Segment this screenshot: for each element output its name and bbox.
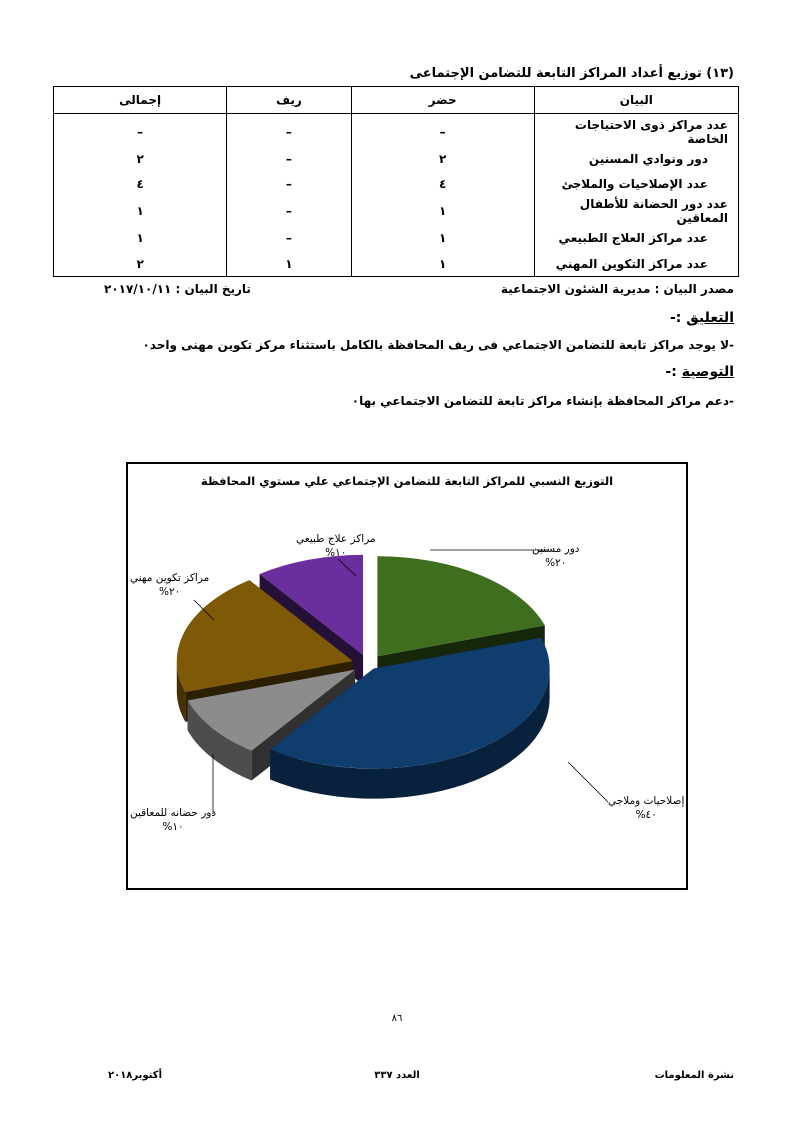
slice-label-nurseries — [130, 806, 216, 834]
slice-name: دور حضانه للمعاقين — [130, 807, 217, 819]
slice-percent: ١٠% — [325, 547, 347, 559]
cell-total: ٢ — [54, 251, 227, 277]
row-label: دور ونوادي المسنين — [534, 146, 738, 172]
comment-text: -لا يوجد مراكز تابعة للتضامن الاجتماعي فى ريف المحافظة بالكامل باستثناء مركز تكوين مهنى واحد٠ — [142, 338, 734, 352]
data-source: مصدر البيان : مديرية الشئون الاجتماعية — [500, 282, 734, 296]
row-label: عدد مراكز التكوين المهني — [534, 251, 738, 277]
table-row — [54, 114, 739, 147]
comment-heading — [670, 310, 734, 326]
cell-urban: ٢ — [351, 146, 534, 172]
slice-label-physiotherapy — [296, 532, 376, 560]
slice-percent: ١٠% — [162, 821, 184, 833]
footer-publication: نشرة المعلومات — [654, 1070, 734, 1081]
footer-date: أكتوبر٢٠١٨ — [108, 1070, 162, 1081]
cell-urban: ٤ — [351, 172, 534, 198]
row-label: عدد دور الحضانة للأطفال المعاقين — [534, 197, 738, 225]
slice-percent: ٢٠% — [158, 586, 181, 598]
cell-urban: ١ — [351, 225, 534, 251]
slice-name: مراكز علاج طبيعي — [296, 533, 376, 545]
cell-rural: – — [227, 225, 351, 251]
recommendation-heading-text: التوصية — [681, 364, 734, 380]
cell-rural: – — [227, 197, 351, 225]
cell-total: ٤ — [54, 172, 227, 198]
header-urban: حضر — [351, 87, 534, 114]
centers-table — [53, 86, 739, 277]
cell-total: ١ — [54, 225, 227, 251]
table-row — [54, 146, 739, 172]
pie-chart-frame — [126, 462, 688, 890]
table-row — [54, 251, 739, 277]
chart-title: التوزيع النسبي للمراكز التابعة للتضامن الإجتماعي علي مستوي المحافظة — [200, 474, 614, 488]
cell-rural: ١ — [227, 251, 351, 277]
slice-percent: ٢٠% — [545, 557, 567, 569]
comment-heading-text: التعليق — [686, 310, 734, 326]
slice-label-reformatories — [608, 794, 684, 822]
leader-line-reformatories — [568, 762, 608, 802]
row-label: عدد الإصلاحيات والملاجئ — [534, 172, 738, 198]
recommendation-heading — [665, 364, 734, 380]
row-label: عدد مراكز العلاج الطبيعي — [534, 225, 738, 251]
cell-total: – — [54, 114, 227, 147]
cell-total: ٢ — [54, 146, 227, 172]
table-row — [54, 172, 739, 198]
slice-name: مراكز تكوين مهني — [130, 572, 210, 584]
recommendation-heading-suffix: :- — [665, 364, 677, 380]
cell-urban: ١ — [351, 251, 534, 277]
table-row — [54, 197, 739, 225]
row-label: عدد مراكز ذوى الاحتياجات الخاصة — [534, 114, 738, 147]
slice-name: دور مسنين — [532, 543, 580, 555]
comment-heading-suffix: :- — [669, 310, 682, 326]
header-total: إجمالى — [54, 87, 227, 114]
table-row — [54, 225, 739, 251]
cell-total: ١ — [54, 197, 227, 225]
cell-rural: – — [227, 114, 351, 147]
header-item: البيان — [534, 87, 738, 114]
cell-urban: ١ — [351, 197, 534, 225]
data-date: تاريخ البيان : ٢٠١٧/١٠/١١ — [104, 282, 251, 296]
slice-label-elderly — [532, 542, 579, 570]
slice-name: إصلاحيات وملاجي — [608, 795, 685, 807]
cell-rural: – — [227, 172, 351, 198]
slice-percent: ٤٠% — [635, 809, 657, 821]
cell-urban: – — [351, 114, 534, 147]
table-header-row — [54, 87, 739, 114]
header-rural: ريف — [227, 87, 351, 114]
slice-label-vocational — [130, 571, 209, 599]
page-number: ٨٦ — [391, 1013, 403, 1024]
table-title: (١٣) توزيع أعداد المراكز التابعة للتضامن الإجتماعى — [409, 66, 734, 81]
footer-issue: العدد ٣٣٧ — [374, 1070, 420, 1081]
recommendation-text: -دعم مراكز المحافظة بإنشاء مراكز تابعة للتضامن الاجتماعي بها٠ — [351, 394, 734, 408]
cell-rural: – — [227, 146, 351, 172]
